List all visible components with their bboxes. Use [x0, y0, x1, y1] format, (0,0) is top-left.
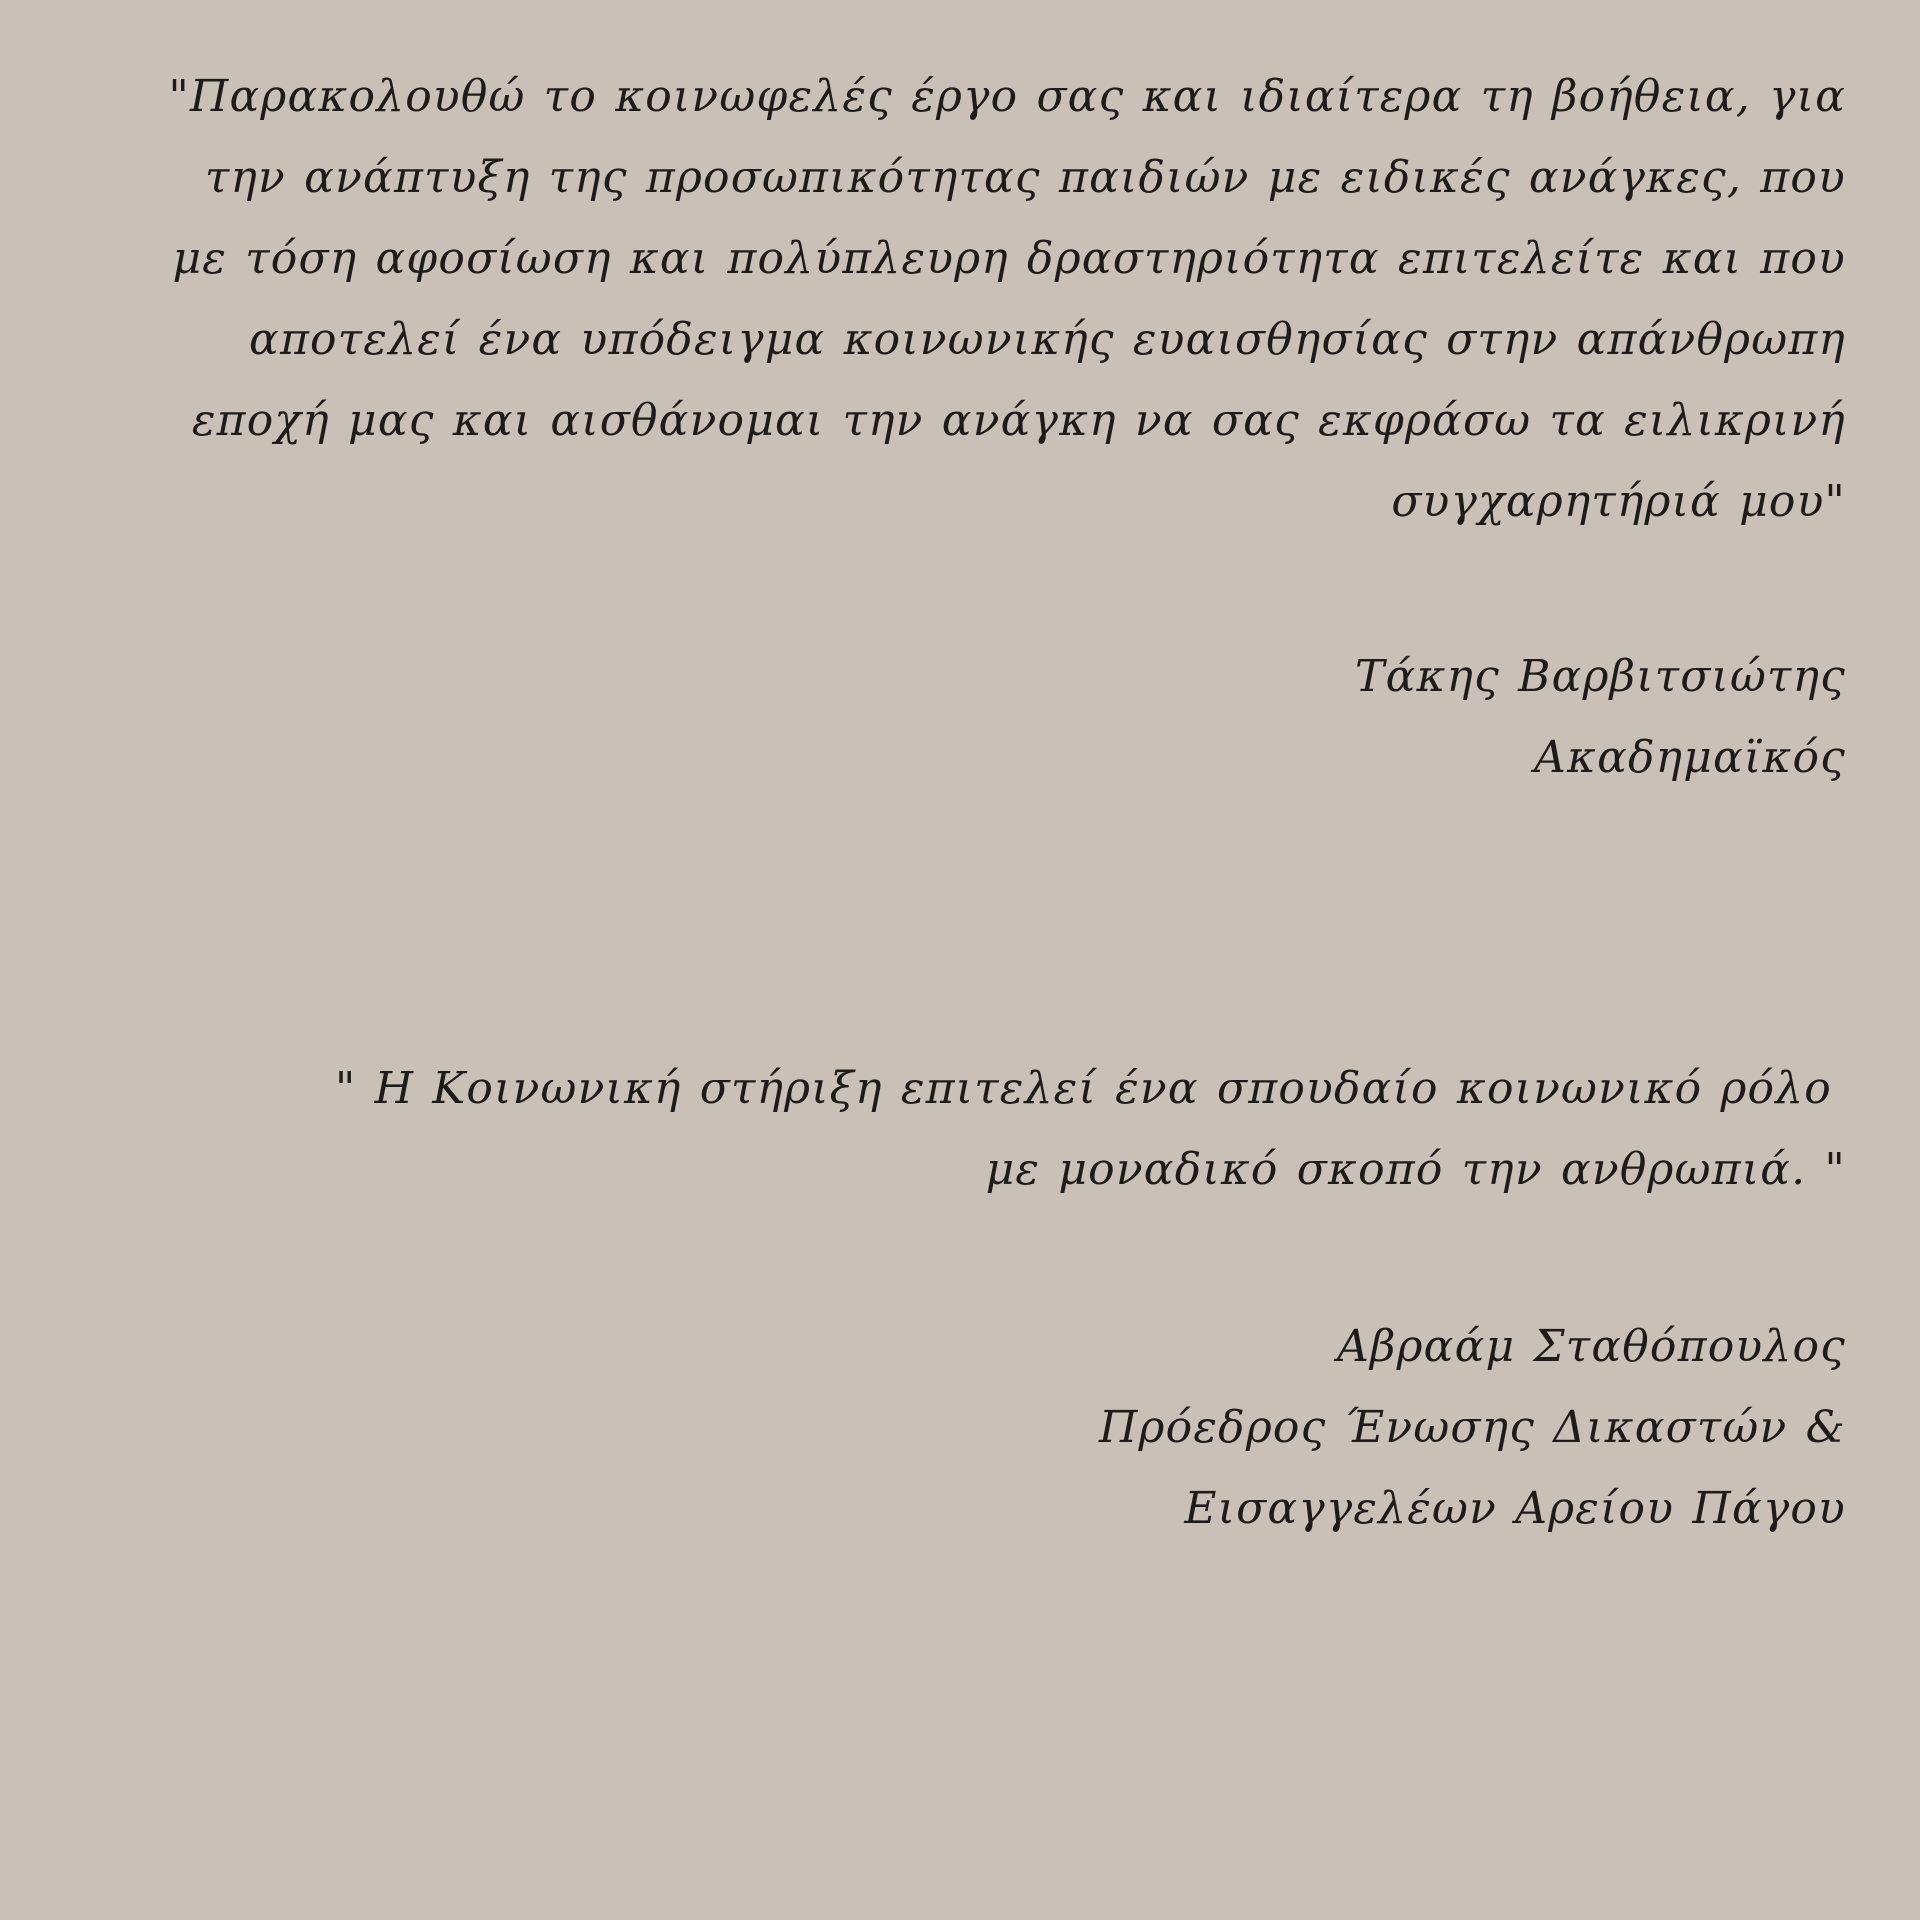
quote-line: την ανάπτυξη της προσωπικότητας παιδιών με ειδικές ανάγκες, που [204, 152, 1846, 203]
author-name: Αβραάμ Σταθόπουλος [1336, 1321, 1846, 1372]
author-name: Τάκης Βαρβιτσιώτης [1355, 651, 1846, 702]
quote-line: συγχαρητήριά μου" [1391, 476, 1846, 527]
quote-line: " Η Κοινωνική στήριξη επιτελεί ένα σπουδαίο κοινωνικό ρόλο [334, 1063, 1832, 1114]
quote-line: με τόση αφοσίωση και πολύπλευρη δραστηριότητα επιτελείτε και που [172, 233, 1846, 284]
testimonial-author-1 [80, 636, 1846, 798]
author-title: Ακαδημαϊκός [1534, 732, 1846, 783]
quote-line: εποχή μας και αισθάνομαι την ανάγκη να σας εκφράσω τα ειλικρινή [191, 395, 1846, 446]
testimonial-quote-1 [80, 56, 1846, 542]
author-title: Πρόεδρος Ένωσης Δικαστών & [1098, 1402, 1846, 1453]
author-title: Εισαγγελέων Αρείου Πάγου [1184, 1483, 1846, 1534]
quote-line: με μοναδικό σκοπό την ανθρωπιά. " [985, 1144, 1846, 1195]
quote-line: αποτελεί ένα υπόδειγμα κοινωνικής ευαισθησίας στην απάνθρωπη [249, 314, 1846, 365]
testimonial-quote-2 [80, 1048, 1846, 1210]
quote-line: "Παρακολουθώ το κοινωφελές έργο σας και ιδιαίτερα τη βοήθεια, για [168, 71, 1846, 122]
testimonial-author-2 [80, 1306, 1846, 1549]
